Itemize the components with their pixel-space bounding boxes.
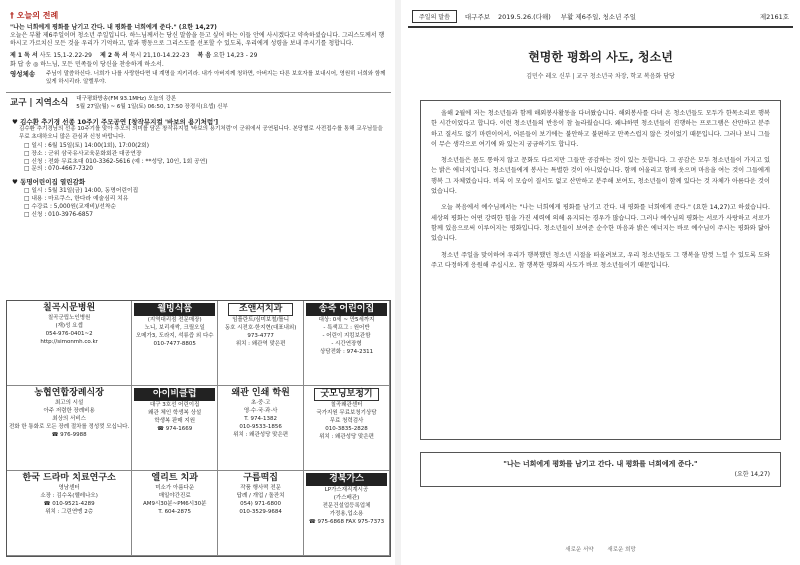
news-info bbox=[76, 96, 227, 111]
ad-line: 노니, 보리새싹, 크릴오일 bbox=[144, 325, 205, 331]
ad-line: - 특색프그 : 원어반 bbox=[323, 325, 370, 331]
communion-antiphon bbox=[6, 69, 391, 88]
right-page bbox=[408, 8, 793, 557]
ad-name: 아이비클럽 bbox=[134, 388, 215, 401]
reading-1-label: 제 1 독 서 bbox=[10, 52, 38, 59]
announcement-2-list bbox=[12, 188, 385, 219]
ad-line: 위치 : 왜관성당 맞은편 bbox=[319, 434, 374, 440]
bulletin-name: 대구주보 bbox=[464, 13, 491, 21]
liturgy-verse bbox=[6, 24, 391, 48]
ad-name: 구름떡집 bbox=[243, 473, 278, 483]
reading-1-ref: 사도 15,1-2.22-29 bbox=[39, 52, 92, 59]
announcement-1-desc: 김수환 추기경님의 선종 10주기를 맞아 추모의 의미를 담은 창작뮤지컬 '바보의 용기처럼'이 군위에서 공연됩니다. 본당별로 사전접수를 통해 교우님들을 무료 초대하오니 많은 관심과 신청 바랍니다. bbox=[19, 126, 383, 140]
ad-line: 973-4777 bbox=[247, 333, 274, 339]
ad-cell bbox=[304, 386, 390, 471]
gospel-label: 복 음 bbox=[197, 52, 212, 59]
ad-line: 054) 971-6800 bbox=[240, 501, 282, 507]
article-title: 현명한 평화의 사도, 청소년 bbox=[528, 50, 673, 64]
ad-line: ☎ 974-1669 bbox=[157, 426, 193, 432]
ad-line: 초·중·고 bbox=[250, 400, 271, 406]
ad-line: 국가지원 무료보청기상담 bbox=[316, 410, 377, 416]
verse-quote: "나는 너희에게 평화를 남기고 간다. 내 평화를 너희에게 준다." (요한 14,27) bbox=[10, 24, 217, 31]
quote-text: "나는 너희에게 평화를 남기고 간다. 내 평화를 너희에게 준다." bbox=[503, 460, 698, 468]
ad-name: 굿모닝보청기 bbox=[314, 388, 379, 401]
news-info-2: 5월 27일(월) ~ 6월 1일(토) 06:50, 17:50 장경식(요셉) 신부 bbox=[76, 103, 228, 110]
footer-right: 새로운 희망 bbox=[607, 547, 636, 553]
ad-name: 조앤서치과 bbox=[228, 303, 293, 316]
verse-text: 오늘은 부활 제6주일이며 청소년 주일입니다. 하느님께서는 당신 말씀을 듣고 싶어 하는 이들 안에 사시겠다고 약속하셨습니다. 그리스도께서 행하시고 가르치신 모든 것을 우리가 기억하고, 말과 행동으로 그리스도를 선포할 수 있도록, 우리에게 성령을 보내 주시기를 청합니다. bbox=[10, 32, 385, 47]
ad-line: 010-7477-8805 bbox=[153, 341, 196, 347]
ad-line: 동호 시전호·한지현(대표내외) bbox=[224, 325, 297, 331]
gospel bbox=[198, 51, 258, 60]
news-title: 교구 | 지역소식 bbox=[10, 98, 69, 108]
communion-label: 영성체송 bbox=[10, 70, 36, 78]
ad-line: ☎ 976-9988 bbox=[51, 432, 87, 438]
ad-line: (가스배관) bbox=[333, 495, 360, 501]
list-item: □ 일시 : 6월 15일(토) 14:00(1회), 17:00(2회) bbox=[24, 143, 385, 151]
quote-ref: (요한 14,27) bbox=[734, 471, 770, 478]
announcement-1-list bbox=[12, 143, 385, 174]
ad-line: ☎ 975-6868 FAX 975-7373 bbox=[308, 519, 385, 525]
ad-line: 소장 : 김수옥(헬레나오) bbox=[40, 493, 98, 499]
footer-left: 새로운 서약 bbox=[565, 547, 594, 553]
list-item: □ 신청 : 전화 무료초대 010-3362-5616 (예 : **성당, 10인, 1회 공연) bbox=[24, 159, 385, 167]
ad-cell bbox=[304, 471, 390, 556]
list-item: □ 수강료 : 5,000원(교재비)/선착순 bbox=[24, 204, 385, 212]
ad-line: 미소가 아름다운 bbox=[155, 485, 195, 491]
ad-line: 대상: 0세 ~ 만5세까지 bbox=[318, 317, 375, 323]
ad-name: 농협연합장례식장 bbox=[34, 388, 104, 398]
footer bbox=[408, 545, 793, 553]
ad-line: AM9시30분~PM6시30분 bbox=[142, 501, 207, 507]
ad-line: - 시간연장형 bbox=[331, 341, 362, 347]
reading-1 bbox=[10, 51, 92, 60]
ad-name: 칠곡시문병원 bbox=[43, 303, 96, 313]
bulletin-header bbox=[408, 10, 793, 28]
ad-line: http://simonmh.co.kr bbox=[40, 339, 98, 345]
ad-line: (재)성 요셉 bbox=[55, 323, 83, 329]
section-tag: 주일의 말씀 bbox=[412, 10, 457, 23]
ad-line: 위치 : 그린연맹 2층 bbox=[45, 509, 94, 515]
ad-line: 학생복 판매 지원 bbox=[154, 418, 196, 424]
ad-line: 전화 한 통화로 모든 장례 절차를 정성껏 모십니다. bbox=[9, 424, 130, 430]
ad-line: 054-976-0401~2 bbox=[45, 331, 93, 337]
ad-line: 상담전화 : 974-2311 bbox=[319, 349, 374, 355]
bulletin-date: 2019.5.26.(다해) bbox=[498, 13, 551, 21]
scripture-quote-box bbox=[420, 452, 781, 487]
communion-text: 주님이 말씀하신다. 너희가 나를 사랑한다면 내 계명을 지키리라. 내가 아버지께 청하면, 아버지는 다른 보호자를 보내시어, 영원히 너희와 함께 있게 하시리라. 알렐루야. bbox=[46, 71, 386, 85]
ad-cell bbox=[7, 386, 132, 471]
responsorial: 화 답 송 ◎ 하느님, 모든 민족들이 당신을 찬송하게 하소서. bbox=[10, 61, 164, 68]
paragraph: 청소년들은 몸도 통하지 않고 문화도 다르지만 그들만 공감하는 것이 있는 듯합니다. 그 공감은 모두 청소년들이 가지고 있는 밝은 에너지입니다. 청소년들에게 봉사는 특별한 것이 아니었습니다. 함께 어울리고 함께 웃으며 마음을 여는 것이 그들에게 행복 그 자체였습니다. 비록 이 모습이 질서도 없고 산만하고 분주해 보여도, 청소년들이 함께 있다는 것 자체가 아름다운 것이었습니다. bbox=[431, 157, 770, 196]
diocese-news bbox=[6, 92, 391, 114]
ad-cell bbox=[218, 386, 304, 471]
reading-2-label: 제 2 독 서 bbox=[99, 52, 128, 59]
ad-line: T. 604-2875 bbox=[158, 509, 192, 515]
ad-line: 답례 / 개업 / 돌잔치 bbox=[236, 493, 285, 499]
ad-line: 010-9533-1856 bbox=[239, 424, 282, 430]
ad-line: 가정용,업소용 bbox=[329, 511, 364, 517]
ad-name: 경북가스 bbox=[306, 473, 387, 486]
announcement-2-title: ♥ 동명어린이집 열린감화 bbox=[12, 178, 86, 187]
ad-line: 임플란트/심미보철/틀니 bbox=[232, 317, 290, 323]
ad-cell bbox=[132, 471, 218, 556]
ad-line: 작품 행사떡 전문 bbox=[240, 485, 281, 491]
list-item: □ 문의 : 070-4667-7320 bbox=[24, 166, 385, 174]
ad-line: 매일야간진료 bbox=[158, 493, 191, 499]
paragraph: 올해 2월에 저는 청소년들과 함께 해외봉사활동을 다녀왔습니다. 해외봉사를 다녀 온 청소년들도 모두가 한목소리로 행복한 시간이었다고 합니다. 이런 청소년들의 반응이 참 놀라웠습니다. 왜냐하면 청소년들이 진행하는 프로그램은 산만하고 분주하고 질서도 없기 마련이어서, 어른들이 보기에는 불안하고 불편하고 만족스럽지 않은 것이었기 때문입니다. 그러나 보니 그들이 무슨 생각으로 여기에 와 있는지 궁금하기도 합니다. bbox=[431, 110, 770, 148]
ad-cell bbox=[7, 301, 132, 386]
paragraph: 청소년 주일을 맞이하여 우리가 행복했던 청소년 시절을 떠올려보고, 우리 청소년들도 그 행복을 맘껏 느낄 수 있도록 도와주고 다정하게 응원해 주십시오. 참 행복한 평화의 사도가 바로 청소년들이기 때문입니다. bbox=[431, 251, 770, 269]
ad-line: 영·수·국·과·사 bbox=[243, 408, 278, 414]
ad-line: ☎ 010-9521-4289 bbox=[43, 501, 95, 507]
ad-line: 아주 저렴한 장례비용 bbox=[43, 408, 95, 414]
announcements bbox=[6, 114, 391, 219]
ad-line: 대구 3호선 어린이집 bbox=[149, 402, 200, 408]
left-page bbox=[6, 8, 391, 557]
ad-cell bbox=[304, 301, 390, 386]
news-info-1: 대구평화방송(FM 93.1MHz) 오늘의 강론 bbox=[76, 96, 177, 102]
list-item: □ 일시 : 5월 31일(금) 14:00, 동명어린이집 bbox=[24, 188, 385, 196]
ad-line: 왜관 체인 학생복 상설 bbox=[148, 410, 202, 416]
reading-2 bbox=[100, 51, 190, 60]
ad-name: 송죽 어린이집 bbox=[306, 303, 387, 316]
ad-line: 위치 : 왜관성당 맞은편 bbox=[233, 432, 289, 438]
ad-line: 영남센터 bbox=[58, 485, 80, 491]
ad-line: 칠곡군립노인병원 bbox=[47, 315, 91, 321]
ad-line: 최상의 서비스 bbox=[52, 416, 86, 422]
ad-name: 웰빙식품 bbox=[134, 303, 215, 316]
ad-line: 위치 : 왜관역 맞은편 bbox=[235, 341, 286, 347]
announcement-1-title: ♥ 김수환 추기경 선종 10주기 주모공연 [창작뮤지컬 '바보의 용기처럼'] bbox=[12, 118, 219, 126]
ad-line: - 어린이 지킴보관함 bbox=[322, 333, 371, 339]
ad-line: 010-3835-2828 bbox=[325, 426, 368, 432]
ad-cell bbox=[218, 471, 304, 556]
ad-cell bbox=[132, 386, 218, 471]
ad-name: 엘리트 치과 bbox=[151, 473, 198, 483]
paragraph: 오늘 복음에서 예수님께서는 "나는 너희에게 평화를 남기고 간다. 내 평화를 너희에게 준다." (요한 14,27)고 하셨습니다. 세상의 평화는 어떤 강력한 힘을 가진 세력에 의해 유지되는 경우가 많습니다. 그러나 예수님의 평화는 서로가 사랑하고 서로가 함께 있음으로써 이루어지는 평화입니다. 청소년들이 보여준 순수한 마음과 밝은 에너지는 바로 예수님이 주시는 평화와 닮아 있습니다. bbox=[431, 204, 770, 243]
ad-line: 최고의 시설 bbox=[54, 400, 84, 406]
ad-line: 오메가3, 도라지, 석류즙 외 다수 bbox=[135, 333, 214, 339]
ad-name: 한국 드라마 치료연구소 bbox=[22, 473, 116, 483]
ad-line: 전문건설업등록업체 bbox=[322, 503, 371, 509]
ad-cell bbox=[218, 301, 304, 386]
list-item: □ 신청 : 010-3976-6857 bbox=[24, 212, 385, 220]
reading-2-ref: 묵시 21,10-14.22-23 bbox=[129, 52, 190, 59]
ad-line: 010-3529-9684 bbox=[239, 509, 282, 515]
list-item: □ 내용 : 마르쿠스, 한다라 예술심리 치유 bbox=[24, 196, 385, 204]
ad-name: 왜관 인쇄 학원 bbox=[231, 388, 290, 398]
sunday-name: 부활 제6주일, 청소년 주일 bbox=[560, 13, 636, 21]
gospel-ref: 요한 14,23 - 29 bbox=[213, 52, 258, 59]
advertisement-grid bbox=[6, 300, 391, 557]
ad-line: 칠곡왜관센터 bbox=[330, 402, 363, 408]
issue-number: 제2161호 bbox=[759, 13, 789, 21]
ad-line: T. 974-1382 bbox=[244, 416, 277, 422]
ad-cell bbox=[132, 301, 218, 386]
readings bbox=[6, 51, 391, 60]
ad-line: 무료 청력검사 bbox=[329, 418, 364, 424]
article-byline: 김민수 레오 신부 | 교구 청소년국 차장, 학교 복음화 담당 bbox=[526, 73, 675, 80]
ad-line: LP가스재직계시공 bbox=[324, 487, 369, 493]
liturgy-header: † 오늘의 전례 bbox=[10, 11, 59, 20]
ad-line: (지역대리점 전문매장) bbox=[147, 317, 202, 323]
list-item: □ 장소 : 군위 삼국유사교육문화회관 대공연장 bbox=[24, 151, 385, 159]
article-body bbox=[420, 100, 781, 440]
ad-cell bbox=[7, 471, 132, 556]
